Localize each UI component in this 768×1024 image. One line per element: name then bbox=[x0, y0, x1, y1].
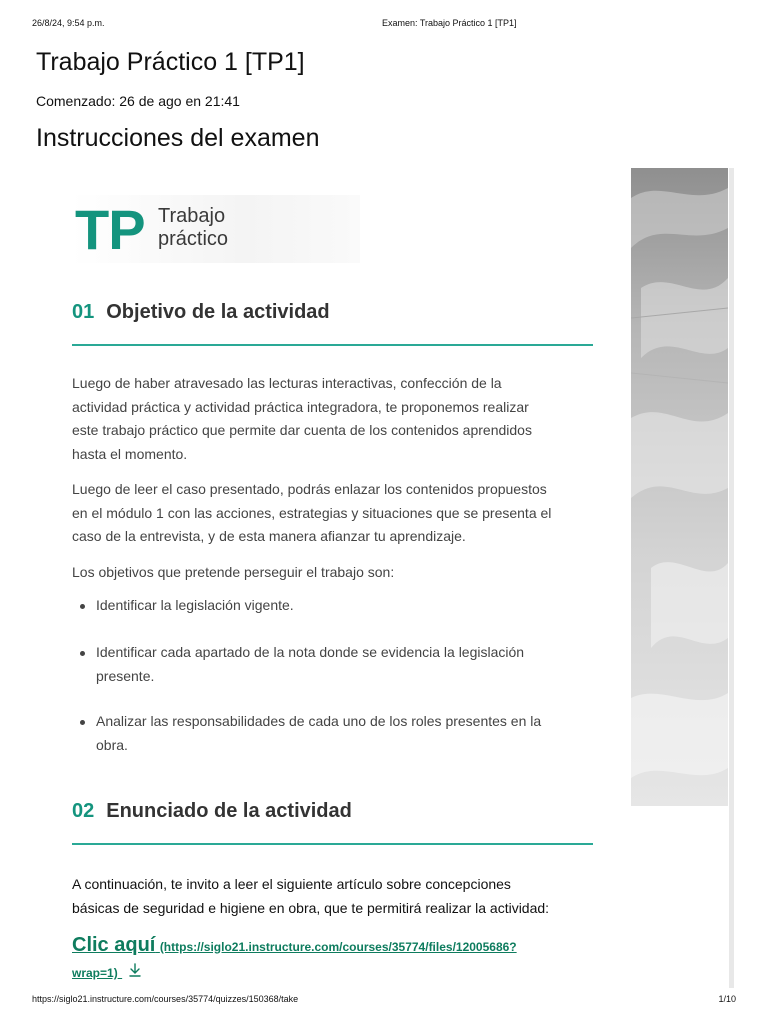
article-link-url[interactable]: (https://siglo21.instructure.com/courses/35774/files/12005686? bbox=[159, 940, 517, 954]
text-line: obra. bbox=[96, 736, 128, 753]
article-link[interactable] bbox=[72, 932, 612, 986]
article-link-label[interactable]: Clic aquí bbox=[72, 934, 156, 956]
download-icon[interactable] bbox=[128, 960, 142, 986]
text-line: en el módulo 1 con las acciones, estrategias y situaciones que se presenta el bbox=[72, 504, 552, 521]
section-divider bbox=[72, 344, 593, 346]
text-line: Luego de haber atravesado las lecturas interactivas, confección de la bbox=[72, 375, 502, 391]
instructions-title: Instrucciones del examen bbox=[36, 124, 320, 152]
tp-logo-text bbox=[158, 205, 228, 251]
section-title: Enunciado de la actividad bbox=[106, 800, 352, 822]
text-line: A continuación, te invito a leer el siguiente artículo sobre concepciones bbox=[72, 876, 511, 892]
print-doc-title: Examen: Trabajo Práctico 1 [TP1] bbox=[382, 18, 517, 28]
tp-logo-line1: Trabajo bbox=[158, 205, 226, 227]
text-line: presente. bbox=[96, 667, 155, 684]
section-heading-objective bbox=[72, 301, 330, 324]
statement-paragraph bbox=[72, 873, 597, 920]
objective-paragraph-3: Los objetivos que pretende perseguir el trabajo son: bbox=[72, 564, 395, 580]
text-line: este trabajo práctico que permite dar cuenta de los contenidos aprendidos bbox=[72, 422, 532, 439]
text-line: Analizar las responsabilidades de cada uno de los roles presentes en la bbox=[96, 713, 542, 729]
print-datetime: 26/8/24, 9:54 p.m. bbox=[32, 18, 105, 28]
tp-logo bbox=[72, 195, 360, 263]
print-footer-url: https://siglo21.instructure.com/courses/35774/quizzes/150368/take bbox=[32, 994, 299, 1004]
objective-paragraph-2 bbox=[72, 478, 597, 549]
started-timestamp: Comenzado: 26 de ago en 21:41 bbox=[36, 93, 240, 109]
text-line: Identificar la legislación vigente. bbox=[96, 597, 294, 613]
section-heading-statement bbox=[72, 800, 352, 823]
list-item bbox=[72, 641, 596, 688]
tp-logo-mark: TP bbox=[75, 198, 145, 261]
section-title: Objetivo de la actividad bbox=[106, 301, 330, 323]
tp-logo-line2: práctico bbox=[158, 228, 229, 250]
text-line: Identificar cada apartado de la nota donde se evidencia la legislación bbox=[96, 644, 525, 660]
list-item bbox=[72, 594, 596, 618]
decorative-pattern bbox=[631, 168, 728, 806]
text-line: Luego de leer el caso presentado, podrás enlazar los contenidos propuestos bbox=[72, 481, 547, 497]
section-number: 02 bbox=[72, 800, 95, 822]
page-title: Trabajo Práctico 1 [TP1] bbox=[36, 48, 305, 76]
list-item bbox=[72, 710, 596, 757]
objective-paragraph-1 bbox=[72, 372, 597, 466]
decorative-side-image bbox=[631, 168, 728, 806]
print-footer bbox=[32, 994, 736, 1008]
section-number: 01 bbox=[72, 301, 95, 323]
print-header bbox=[32, 18, 736, 34]
text-line: caso de la entrevista, y de esta manera afianzar tu aprendizaje. bbox=[72, 528, 466, 545]
text-line: básicas de seguridad e higiene en obra, que te permitirá realizar la actividad: bbox=[72, 899, 550, 916]
page-number: 1/10 bbox=[718, 994, 736, 1004]
text-line: hasta el momento. bbox=[72, 445, 188, 462]
article-link-url-end[interactable]: wrap=1) bbox=[72, 966, 118, 981]
section-divider bbox=[72, 843, 593, 845]
text-line: actividad práctica y actividad práctica integradora, te proponemos realizar bbox=[72, 398, 529, 415]
scrollbar-track[interactable] bbox=[729, 168, 734, 988]
